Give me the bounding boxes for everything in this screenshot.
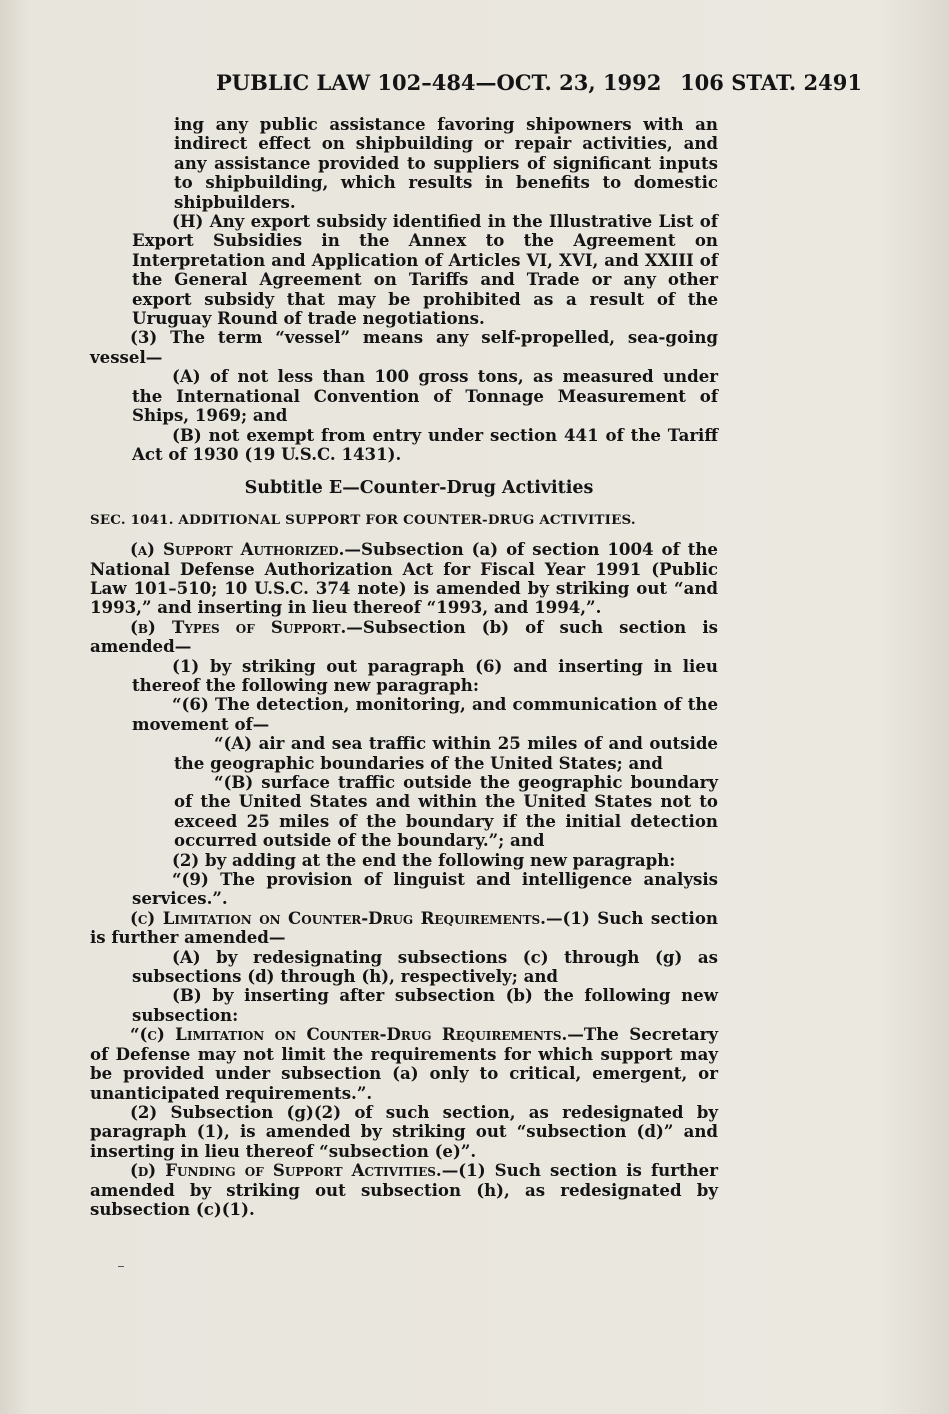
subsection-c — [90, 909, 718, 948]
paragraph-b1-quote-A: “(A) air and sea traffic within 25 miles of and outside the geographic boundaries of the United States; and — [174, 733, 718, 773]
subsection-a-text: —Subsection (a) of section 1004 of the National Defense Authorization Act for Fiscal Year 1991 (Public Law 101–510; 10 U.S.C. 374 note) is amended by striking out “and 1993,” and inserting in lieu thereof “1993, and 1994,”. — [90, 539, 718, 618]
paragraph-b1-quote-B: “(B) surface traffic outside the geographic boundary of the United States and within the United States not to exceed 25 miles of the boundary if the initial detection occurred outside of the boundary.”; and — [174, 772, 718, 851]
page-header — [90, 70, 862, 100]
paragraph-H: (H) Any export subsidy identified in the Illustrative List of Export Subsidies in the Annex to the Agreement on Interpretation and Application of Articles VI, XVI, and XXIII of the General Agreement on Tariffs and Trade or any other export subsidy that may be prohibited as a result of the Uruguay Round of trade negotiations. — [132, 211, 718, 329]
subtitle-heading: Subtitle E—Counter-Drug Activities — [244, 478, 594, 499]
scan-mark — [118, 1266, 124, 1267]
subsection-b — [90, 618, 718, 657]
subsection-b-text: —Subsection (b) of such section is amended— — [90, 616, 718, 657]
subsection-d-heading: (d) Funding of Support Activities. — [130, 1160, 442, 1181]
paragraph-continuation: ing any public assistance favoring shipowners with an indirect effect on shipbuilding or repair activities, and any assistance provided to suppliers of significant inputs to shipbuilding, which results in benefits to domestic shipbuilders. — [174, 114, 718, 212]
document-body — [90, 115, 718, 1219]
paragraph-c-quote-text: —The Secretary of Defense may not limit the requirements for which support may be provided under subsection (a) only to critical, emergent, or unanticipated requirements.”. — [90, 1024, 718, 1103]
subsection-c-heading: (c) Limitation on Counter-Drug Requirements. — [130, 907, 546, 928]
paragraph-cA: (A) by redesignating subsections (c) through (g) as subsections (d) through (h), respectively; and — [132, 946, 718, 987]
paragraph-c-quote-heading: “(c) Limitation on Counter-Drug Requirements. — [130, 1024, 568, 1045]
subsection-d — [90, 1161, 718, 1219]
header-title: PUBLIC LAW 102–484—OCT. 23, 1992 — [216, 70, 662, 95]
paragraph-b2: (2) by adding at the end the following new paragraph: — [172, 849, 676, 870]
subsection-d-text: —(1) Such section is further amended by striking out subsection (h), as redesignated by subsection (c)(1). — [90, 1160, 718, 1219]
section-heading: SEC. 1041. ADDITIONAL SUPPORT FOR COUNTER-DRUG ACTIVITIES. — [90, 511, 636, 528]
subsection-c-text: —(1) Such section is further amended— — [90, 907, 718, 948]
subsection-a — [90, 540, 718, 618]
paragraph-b1-quote: “(6) The detection, monitoring, and communication of the movement of— — [132, 694, 718, 734]
paragraph-c-quote — [90, 1025, 718, 1103]
paragraph-3-vessel: (3) The term “vessel” means any self-propelled, sea-going vessel— — [90, 327, 718, 367]
header-stat-page: 106 STAT. 2491 — [680, 70, 862, 95]
paragraph-3A: (A) of not less than 100 gross tons, as measured under the International Convention of Tonnage Measurement of Ships, 1969; and — [132, 366, 718, 426]
paragraph-3B: (B) not exempt from entry under section 441 of the Tariff Act of 1930 (19 U.S.C. 1431). — [132, 424, 718, 464]
paragraph-b1: (1) by striking out paragraph (6) and inserting in lieu thereof the following new paragraph: — [132, 655, 718, 695]
paragraph-b2-quote: “(9) The provision of linguist and intelligence analysis services.”. — [132, 869, 718, 909]
paragraph-c2: (2) Subsection (g)(2) of such section, as redesignated by paragraph (1), is amended by striking out “subsection (d)” and inserting in lieu thereof “subsection (e)”. — [90, 1101, 718, 1161]
subsection-b-heading: (b) Types of Support. — [130, 616, 347, 637]
subsection-a-heading: (a) Support Authorized. — [130, 539, 345, 560]
paragraph-cB: (B) by inserting after subsection (b) the following new subsection: — [132, 985, 718, 1025]
